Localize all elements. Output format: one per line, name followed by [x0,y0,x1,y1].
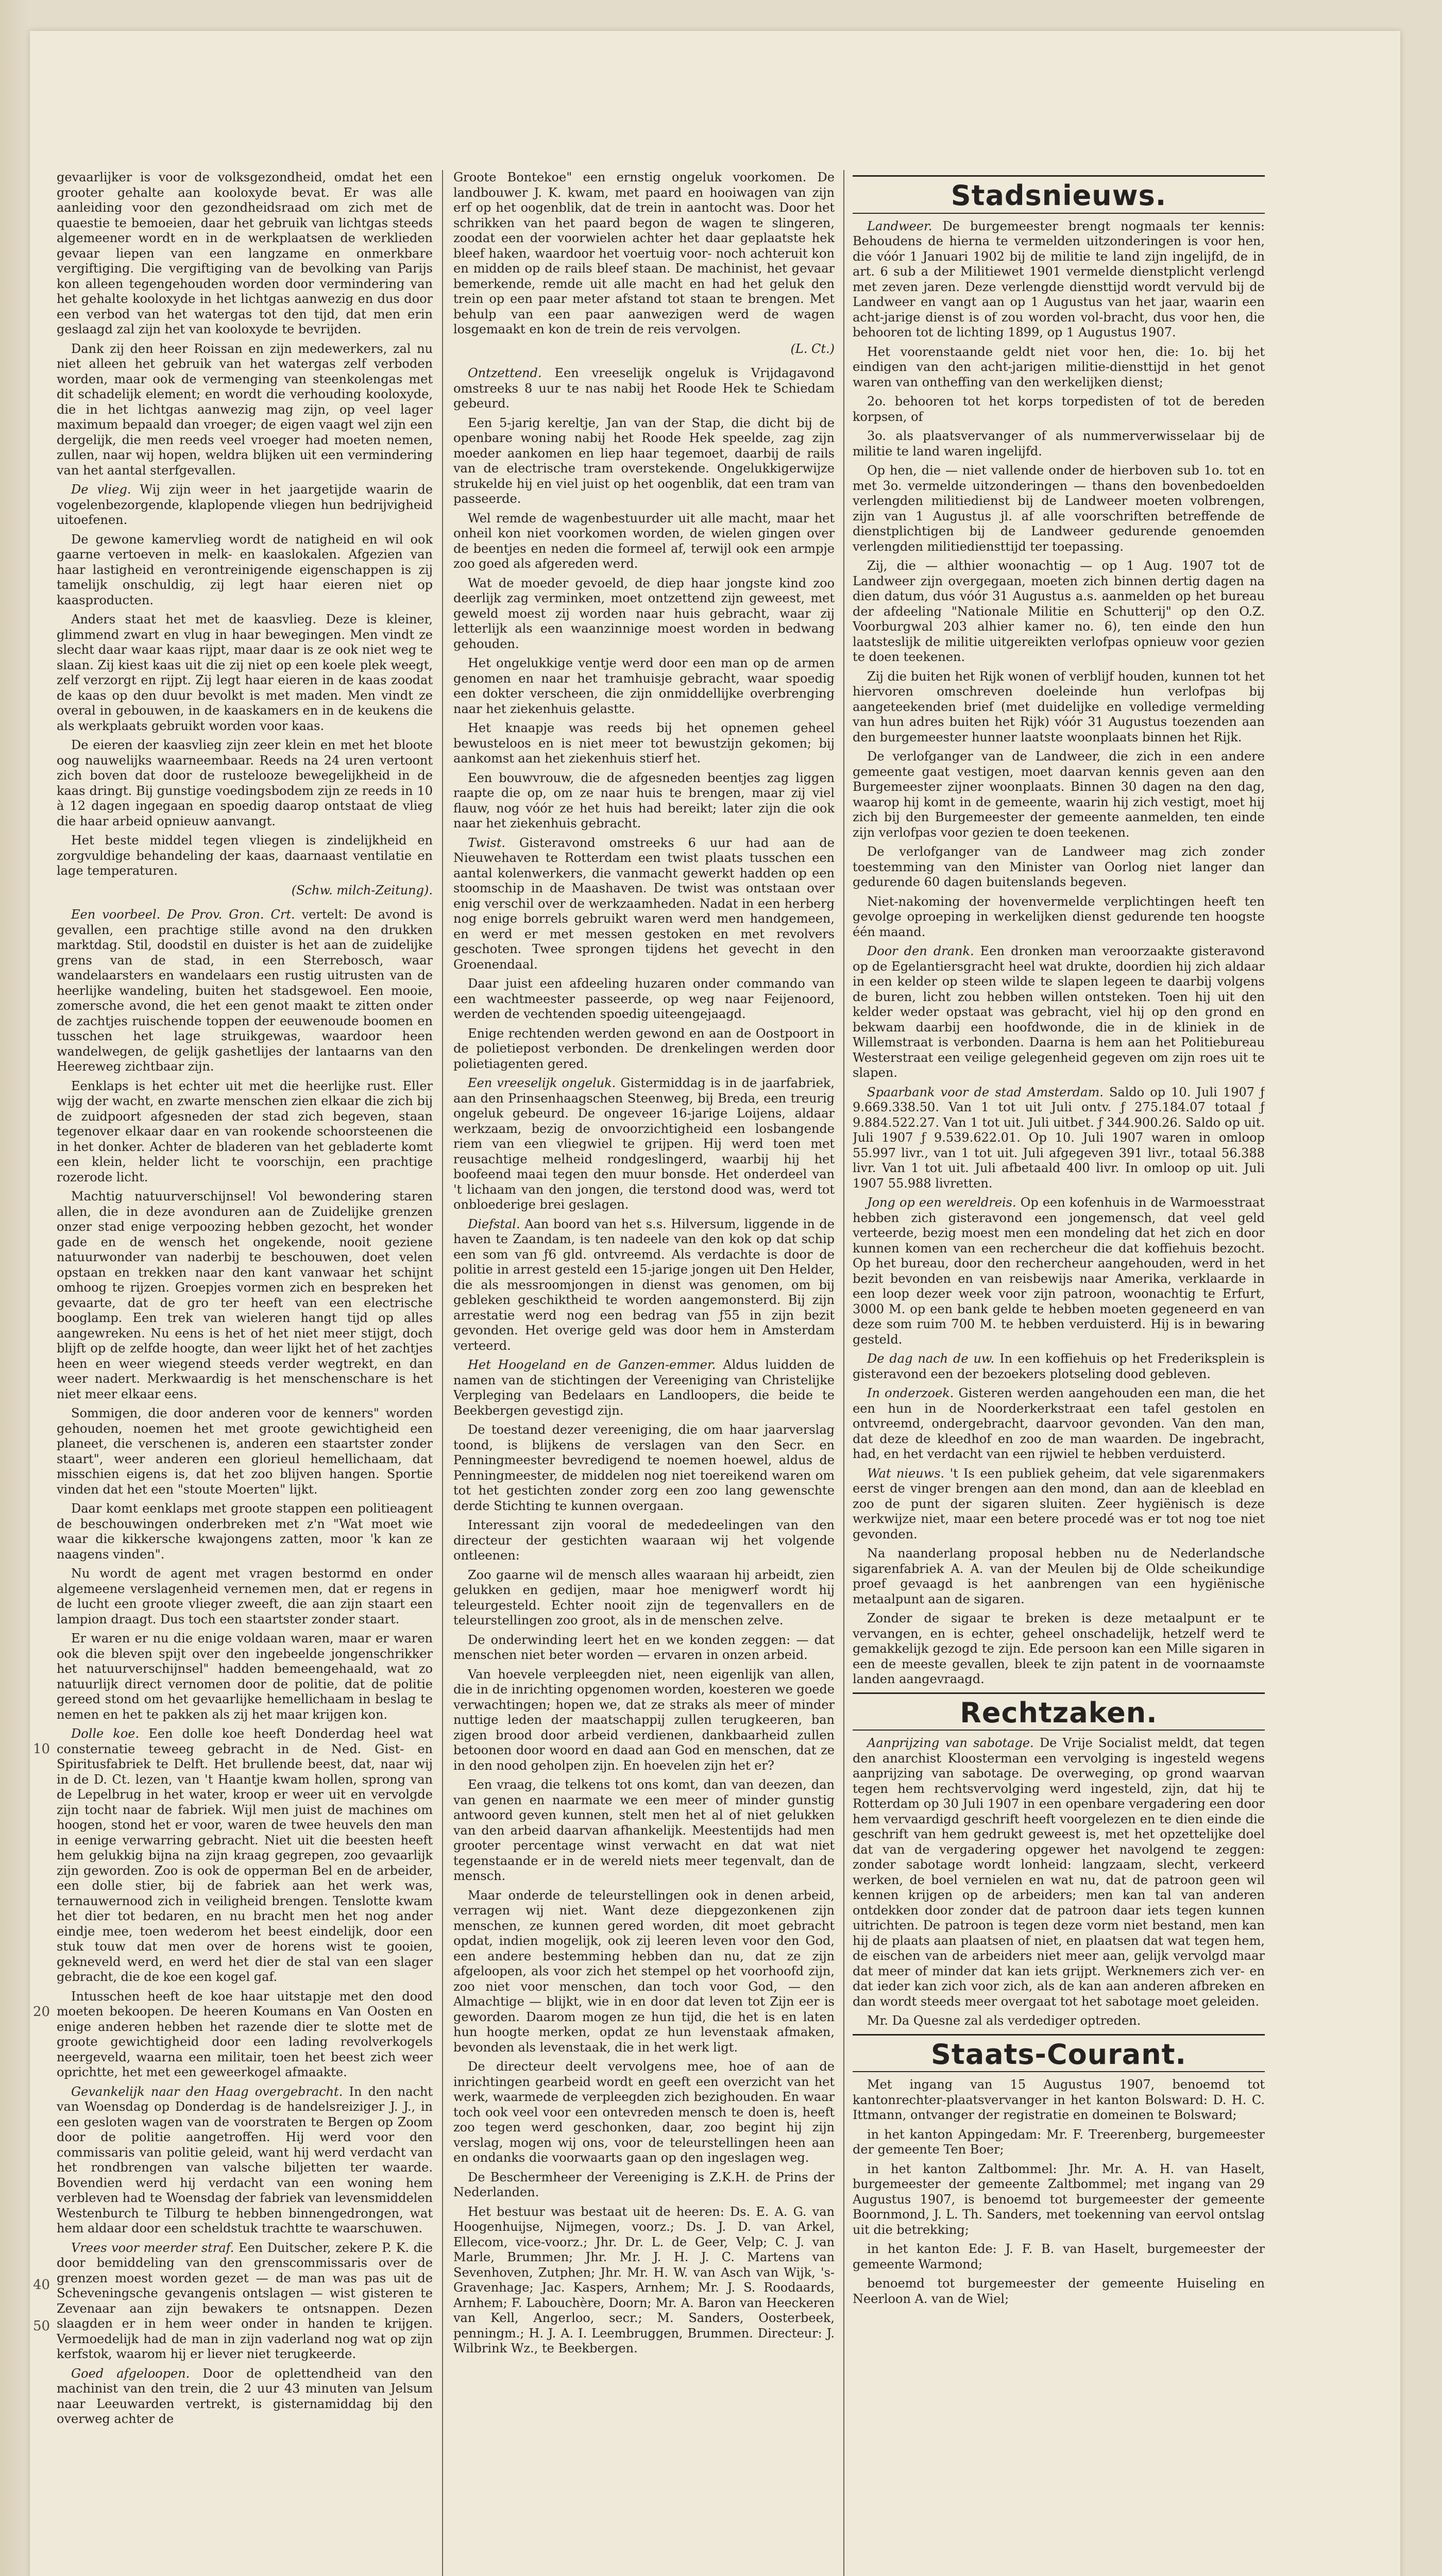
paragraph: Een dronken man veroorzaakte gisteravond op de Egelantiersgracht heel wat drukte, doordien hij zich aldaar in een kelder op steen wilde te slapen legeen te daarbij volgens de buren, licht zou hebben willen ontsteken. Toen hij uit den kelder weder opstaat was gebracht, viel hij op den grond en bekwam daarbij een hoofdwonde, die in de kliniek in de Willemstraat is verbonden. Daarna is hem aan het Politiebureau Westerstraat een veilige gelegenheid gegeven om zijn roes uit te slapen. [853,944,1265,1080]
article-title: Wat nieuws. [867,1466,945,1481]
article-title: Goed afgeloopen. [71,2366,190,2381]
page-edge [0,0,30,2576]
article-title: In onderzoek. [867,1386,954,1400]
paragraph: De burgemeester brengt nogmaals ter kennis: Behoudens de hierna te vermelden uitzonderingen is voor hen, die vóór 1 Januari 1902 bij de militie te land zijn ingelijfd, de in art. 6 sub a der Militiewet 1901 vermelde dienstplicht verlengd met zeven jaren. Deze verlengde diensttijd wordt vervuld bij de Landweer en vangt aan op 1 Augustus van het jaar, waarin een acht-jarige dienst is of zou worden vol-bracht, dus voor hen, die behooren tot de lichting 1899, op 1 Augustus 1907. [853,218,1265,340]
paragraph: Een Duitscher, zekere P. K. die door bemiddeling van den grenscommissaris over de grenzen moest worden gezet — de man was pas uit de Scheveningsche gevangenis ontslagen — wist gisteren te Zevenaar aan zijn bewakers te ontsnappen. Dezen slaagden er in hem weer onder in handen te krijgen. Vermoedelijk had de man in zijn vaderland nog wat op zijn kerfstok, waarom hij er liever niet terugkeerde. [57,2240,433,2361]
paragraph: Op hen, die — niet vallende onder de hierboven sub 1o. tot en met 3o. vermelde uitzonderingen — thans den bovenbedoelden verlengden militiedienst bij de Landweer moeten volbrengen, zijn van 1 Augustus jl. af alle voorschriften betreffende de dienstplichtigen bij de Landweer gedurende genoemden verlengden militiediensttijd ter toepassing. [853,463,1265,554]
heading-rule [853,2034,1265,2036]
paragraph: Door de oplettendheid van den machinist van den trein, die 2 uur 43 minuten van Jelsum naar Leeuwarden vertrekt, is gisternamiddag bij den overweg achter de [57,2366,433,2426]
margin-mark: 50 [33,2318,50,2334]
paragraph: Mr. Da Quesne zal als verdediger optreden. [867,2013,1141,2028]
paragraph: Dank zij den heer Roissan en zijn medewerkers, zal nu niet alleen het gebruik van het watergas zelf verboden worden, maar ook de vermenging van steenkolengas met dit schadelijk element; en wordt die verhouding kooloxyde, die in het lichtgas aanwezig mag zijn, op veel lager maximum bepaald dan vroeger; de eigen vaagt wel zijn een dergelijk, die men reeds veel vroeger had moeten nemen, zullen, naar wij hopen, weldra blijken uit een vermindering van het aantal sterfgevallen. [57,341,433,478]
paragraph: Een bouwvrouw, die de afgesneden beentjes zag liggen raapte die op, om ze naar huis te brengen, maar zij viel flauw, nog vóór ze het huis had bereikt; later zijn die ook naar het ziekenhuis gebracht. [453,770,835,831]
paragraph: Daar juist een afdeeling huzaren onder commando van een wachtmeester passeerde, op weg naar Feijenoord, werden de vechtenden spoedig uiteengejaagd. [453,976,835,1021]
column-3 [853,170,1265,2576]
column-2 [453,170,835,2576]
margin-mark: 40 [33,2277,50,2293]
paragraph: Zoo gaarne wil de mensch alles waaraan hij arbeidt, zien gelukken en gedijen, maar hoe menigwerf wordt hij teleurgesteld. Echter nooit zijn de tegenvallers en de teleurstellingen zoo groot, als in de menschen zelve. [453,1567,835,1628]
article-title: Landweer. [867,218,932,233]
paragraph: Het ongelukkige ventje werd door een man op de armen genomen en naar het tramhuisje gebracht, waar spoedig een dokter verscheen, die zijn onmiddellijke overbrenging naar het ziekenhuis gelastte. [453,656,835,716]
column-1 [57,170,433,2576]
paragraph: in het kanton Ede: J. F. B. van Haselt, burgemeester der gemeente Warmond; [853,2242,1265,2272]
column-rule [442,170,443,2576]
paragraph: vertelt: De avond is gevallen, een prachtige stille avond na den drukken marktdag. Stil, doodstil en duister is het aan de zuidelijke grens van de stad, in een Sterrebosch, waar wandelaarsters en wandelaars een rustig uitrusten van de heerlijke wandeling, buiten het stadsgewoel. Een mooie, zomersche avond, die het een genot maakt te zitten onder de zachtjes ruischende toppen der eeuwenoude boomen en tusschen het lage struikgewas, waardoor heen wandelwegen, de gelijk gashetlijes der lantaarns van den Heereweg zichtbaar zijn. [57,907,433,1074]
paragraph: De Vrije Socialist meldt, dat tegen den anarchist Kloosterman een vervolging is ingesteld wegens aanprijzing van sabotage. De overweging, op grond waarvan tegen hem rechtsvervolging werd ingesteld, zijn, dat hij te Rotterdam op 30 Juli 1907 in een openbare vergadering een door hem vervaardigd geschrift heeft voorgelezen en te dien einde die geschrift van hem gedrukt geweest is, met het opzettelijke doel dat van de vergadering opgewer het navolgend te zeggen: zonder sabotage wordt lonheid: langzaam, slecht, verkeerd werken, de boel vernielen en wat nu, dat de patroon geen wil kennen krijgen op de arbeiders; men kan tal van anderen ontdekken door zonder dat de patroon daar iets tegen kunnen uitrichten. De patroon is tegen deze vorm niet bestand, men kan hij de plaats aan plaatsen of niet, en plaatsen dat wat tegen hem, de eischen van de arbeiders niet meer aan, gelijk vervolgd maar dat meer of minder dat kan iets grijpt. Werknemers zich ver- en dat ieder kan zich voor zich, als de kan aan anderen afbreken en dan wordt steeds meer overgaat tot het sabotage moet geleiden. [853,1736,1265,2009]
paragraph: Machtig natuurverschijnsel! Vol bewondering staren allen, die in deze avonduren aan de Zuidelijke grenzen onzer stad enige verpoozing hebben gezocht, het wonder gade en de wensch het ongekende, nooit geziene natuurwonder van naderbij te beschouwen, doet velen opstaan en trekken naar den kant vanwaar het schijnt omhoog te rijzen. Groepjes vormen zich en bespreken het gevaarte, dat de gro ter heeft van een electrische booglamp. Een trek van wieleren hangt tijd op alles aangewreken. Nu eens is het of het niet meer stijgt, doch blijft op de zelfde hoogte, dan weer lijkt het of het zachtjes heen en weer wiegend steeds verder wegtrekt, en dan weer nadert. Merkwaardig is het menschenschare is het niet meer elkaar eens. [57,1189,433,1401]
paragraph: Een 5-jarig kereltje, Jan van der Stap, die dicht bij de openbare woning nabij het Roode Hek speelde, zag zijn moeder aankomen en liep haar tegemoet, daarbij de rails van de electrische tram overstekende. Ongelukkigerwijze strukelde hij en viel juist op het oogenblik, dat een tram van passeerde. [453,415,835,506]
article-title: Jong op een wereldreis. [867,1195,1016,1210]
paragraph: 2o. behooren tot het korps torpedisten of tot de bereden korpsen, of [853,394,1265,424]
paragraph: In een koffiehuis op het Frederiksplein is gisteravond een der bezoekers plotseling dood gebleven. [853,1351,1265,1381]
paragraph: 3o. als plaatsvervanger of als nummerverwisselaar bij de militie te land waren ingelijfd. [853,429,1265,459]
paragraph: benoemd tot burgemeester der gemeente Huiseling en Neerloon A. van de Wiel; [853,2276,1265,2306]
paragraph: Interessant zijn vooral de mededeelingen van den directeur der gestichten waaraan wij het volgende ontleenen: [453,1518,835,1563]
paragraph: Maar onderde de teleurstellingen ook in denen arbeid, verragen wij niet. Want deze diepgezonkenen zijn menschen, ze kunnen gered worden, dit moet gebracht opdat, indien mogelijk, ook zij leeren leven voor den God, een andere bestemming hebben dan nu, dat ze zijn afgeloopen, als voor zich het stempel op het voorhoofd zijn, zoo niet voor menschen, dan toch voor God, — den Almachtige — blijkt, wie in en door dat leven tot Zijn eer is geworden. Daarom mogen ze hun tijd, die het is en laten hun hoogte merken, opdat ze hun levenstaak afmaken, bevonden als levenstaak, die in het werk ligt. [453,1888,835,2055]
paragraph: Zij die buiten het Rijk wonen of verblijf houden, kunnen tot het hiervoren omschreven doeleinde hun verlofpas bij aangeteekenden brief (met duidelijke en volledige vermelding van hun adres buiten het Rijk) vóór 31 Augustus toezenden aan den burgemeester hunner laatste woonplaats binnen het Rijk. [853,669,1265,744]
paragraph: Van hoevele verpleegden niet, neen eigenlijk van allen, die in de inrichting opgenomen worden, koesteren we goede verwachtingen; hopen we, dat ze straks als meer of minder nuttige leden der maatschappij zullen terugkeeren, ban zigen brood door arbeid verdienen, dankbaarheid zullen betoonen door woord en daad aan God en menschen, dat ze in den nood geholpen zijn. En hoevelen zijn het er? [453,1667,835,1773]
heading-rule [853,2071,1265,2072]
heading-rule [853,1730,1265,1731]
article-title: Twist. [468,835,505,850]
paragraph: Eenklaps is het echter uit met die heerlijke rust. Eller wijg der wacht, en zwarte menschen zien elkaar die zich bij de zuidpoort afgesneden der stad zich begeven, staan tegenover elkaar daar en van rookende schoorsteenen die in het donker. Achter de bladeren van het gebladerte komt een klein, helder licht te voorschijn, een prachtige rozerode licht. [57,1078,433,1184]
article-title: Een voorbeel. De Prov. Gron. Crt. [71,907,295,922]
paragraph: Het bestuur was bestaat uit de heeren: Ds. E. A. G. van Hoogenhuijse, Nijmegen, voorz.; Ds. J. D. van Arkel, Ellecom, vice-voorz.; Jhr. Dr. L. de Geer, Velp; C. J. van Marle, Brummen; Jhr. Mr. J. H. J. C. Martens van Sevenhoven, Zutphen; Jhr. Mr. H. W. van Asch van Wijk, 's-Gravenhage; Jac. Kaspers, Arnhem; Mr. J. S. Roodaards, Arnhem; F. Labouchère, Doorn; Mr. A. Baron van Heeckeren van Kell, Angerloo, secr.; M. Sanders, Oosterbeek, penningm.; H. J. A. I. Leembruggen, Brummen. Directeur: J. Wilbrink Wz., te Beekbergen. [453,2204,835,2355]
article-title: Door den drank. [867,944,974,958]
article-title: Een vreeselijk ongeluk. [468,1076,616,1090]
paragraph: Een dolle koe heeft Donderdag heel wat consternatie teweeg gebracht in de Ned. Gist- en Spiritusfabriek te Delft. Het brullende beest, dat, naar wij in de D. Ct. lezen, van 't Haantje kwam hollen, sprong van de Lepelbrug in het water, kroop er weer uit en vervolgde zijn tocht naar de fabriek. Wijl men juist de machines om hoogen, stond het er voor, waren de twee heuvels den man in eenige verwarring gebracht. Niet uit die beesten heeft hem gelukkig bijna na zijn kraag gegrepen, zoo gevaarlijk zijn geworden. Zoo is ook de opperman Bel en de arbeider, een dolle stier, bij de fabriek aan het werk was, ternauwernood zich in veiligheid brengen. Tenslotte kwam het dier tot bedaren, en nu bracht men het nog ander eindje mee, toen wederom het beest eindelijk, door een stuk touw dat men over de horens wist te gooien, gekneveld werd, en werd het dier de stal van een slager gebracht, die de koe een kogel gaf. [57,1726,433,1984]
source-credit: (L. Ct.) [790,341,835,356]
paragraph: De directeur deelt vervolgens mee, hoe of aan de inrichtingen gearbeid wordt en geeft een overzicht van het werk, waarmede de verpleegden zich bezighouden. En waar toch ook veel voor een ontevreden mensch te doen is, heeft zoo tegen werd geschonken, daar, zoo begint hij zijn verslag, mogen wij ons, voor de teleurstellingen heen aan en ondanks die voorwaarts gaan op den ingeslagen weg. [453,2059,835,2165]
paragraph: Er waren er nu die enige voldaan waren, maar er waren ook die bleven spijt over den ingebeelde jongenschrikker het natuurverschijnsel" hadden bemeengehaald, wat zo natuurlijk direct vernomen door de politie, dat de politie gereed stond om het gevaarlijke hemellichaam in beslag te nemen en het te pakken als zij het maar krijgen kon. [57,1631,433,1722]
paragraph: Op een kofenhuis in de Warmoesstraat hebben zich gisteravond een jongemensch, dat veel geld verteerde, bezig moest men een mondeling dat het zich en door kunnen komen van een rechercheur die dat koffiehuis bezocht. Op het bureau, door den rechercheur aangehouden, werd in het bezit bevonden en van reisbewijs naar Amerika, verklaarde in een loop dezer week voor zijn patroon, woonachtig te Erfurt, 3000 M. op een bank gelde te hebben moeten gegeneerd en van deze som ruim 700 M. te hebben verduisterd. Hij is in bewaring gesteld. [853,1195,1265,1347]
paragraph: Groote Bontekoe" een ernstig ongeluk voorkomen. De landbouwer J. K. kwam, met paard en hooiwagen van zijn erf op het oogenblik, dat de trein in aantocht was. Door het schrikken van het paard begon de wagen te slingeren, zoodat een der voorwielen achter het daar geplaatste hek bleef haken, waardoor het voertuig voor- noch achteruit kon en midden op de rails bleef staan. De machinist, het gevaar bemerkende, remde uit alle macht en had het geluk den trein op een paar meter afstand tot staan te brengen. Met behulp van een paar aanwezigen werd de wagen losgemaakt en kon de trein de reis vervolgen. [453,170,835,336]
article-title: Het Hoogeland en de Ganzen-emmer. [468,1358,716,1372]
article-title: Gevankelijk naar den Haag overgebracht. [71,2084,343,2099]
paragraph: Zij, die — althier woonachtig — op 1 Aug. 1907 tot de Landweer zijn overgegaan, moeten zich binnen dertig dagen na dien datum, dus vóór 31 Augustus a.s. aanmelden op het bureau der afdeeling "Nationale Militie en Schutterij" op den O.Z. Voorburgwal 203 alhier kamer no. 6), ten einde den hun laatsteslijk de militie uitgereikten verlofpas opnieuw voor gezien te doen teekenen. [853,558,1265,664]
paragraph: Nu wordt de agent met vragen bestormd en onder algemeene verslagenheid vernemen men, dat er regens in de lucht een groote vlieger zweeft, die aan zijn staart een lampion draagt. Dus toch een staartster zonder staart. [57,1566,433,1626]
paragraph: Aldus luidden de namen van de stichtingen der Vereeniging van Christelijke Verpleging van Bedelaars en Landloopers, die beide te Beekbergen gevestigd zijn. [453,1358,835,1418]
article-title: Ontzettend. [468,366,542,380]
article-title: De vlieg. [71,482,131,497]
article-title: Vrees voor meerder straf. [71,2240,234,2255]
article-title: Spaarbank voor de stad Amsterdam. [867,1084,1104,1099]
margin-mark: 10 [33,1741,50,1757]
column-rule [843,170,844,2576]
section-heading: Staats-Courant. [931,2038,1186,2071]
paragraph: De eieren der kaasvlieg zijn zeer klein en met het bloote oog nauwelijks waarneembaar. Reeds na 24 uren vertoont zich boven dat door de rustelooze bewegelijkheid in de kaas dringt. Bij gunstige voedingsbodem zijn ze reeds in 10 à 12 dagen ingegaan en spoedig daarop ontstaat de vlieg die haar arbeid opnieuw aanvangt. [57,738,433,828]
article-title: Aanprijzing van sabotage. [867,1736,1034,1750]
heading-rule [853,213,1265,214]
paragraph: Na naanderlang proposal hebben nu de Nederlandsche sigarenfabriek A. A. van der Meulen bij de Olde scheikundige proef gevaagd is het aanbrengen van een hygiënische metaalpunt aan de sigaren. [853,1546,1265,1606]
paragraph: Saldo op 10. Juli 1907 ƒ 9.669.338.50. Van 1 tot uit Juli ontv. ƒ 275.184.07 totaal ƒ 9.884.522.27. Van 1 tot uit. Juli uitbet. ƒ 344.900.26. Saldo op uit. Juli 1907 ƒ 9.539.622.01. Op 10. Juli 1907 waren in omloop 55.997 livr., van 1 tot uit. Juli afgegeven 391 livr., totaal 56.388 livr. Van 1 tot uit. Juli afbetaald 400 livr. In omloop op uit. Juli 1907 55.988 livretten. [853,1084,1265,1191]
paragraph: in het kanton Appingedam: Mr. F. Treerenberg, burgemeester der gemeente Ten Boer; [853,2127,1265,2157]
article-title: Diefstal. [468,1216,520,1231]
paragraph: Met ingang van 15 Augustus 1907, benoemd tot kantonrechter-plaatsvervanger in het kanton Bolsward: D. H. C. Ittmann, ontvanger der registratie en domeinen te Bolsward; [853,2077,1265,2122]
section-heading: Rechtzaken. [960,1696,1158,1729]
paragraph: De Beschermheer der Vereeniging is Z.K.H. de Prins der Nederlanden. [453,2170,835,2199]
paragraph: Anders staat het met de kaasvlieg. Deze is kleiner, glimmend zwart en vlug in haar bewegingen. Men vindt ze slecht daar waar kaas rijpt, maar daar is ze ook niet weg te slaan. Zij kiest kaas uit die zij niet op een koele plek weegt, zelf verzorgt en rijpt. Zij legt haar eieren in de kaas zoodat de kaas op den duur bevolkt is met maden. Men vindt ze overal in gebouwen, in de kaaskamers en in de keukens die als werkplaats gebruikt worden voor kaas. [57,612,433,733]
paragraph: Gisteravond omstreeks 6 uur had aan de Nieuwehaven te Rotterdam een twist plaats tusschen een aantal kolenwerkers, die vanmacht gewerkt hadden op een stoomschip in de Maashaven. De twist was ontstaan over enig verschil over de werkzaamheden. Nadat in een herberg nog enige borrels gebruikt waren werd men handgemeen, en werd er met messen gestoken en met revolvers geschoten. Twee sprongen tijdens het gevecht in den Groenendaal. [453,835,835,972]
paragraph: Gisteren werden aangehouden een man, die het een hun in de Noorderkerkstraat een tafel gestolen en ontvreemd, ondergebracht, daarvoor gevonden. Van den man, dat deze de kleedhof en zoo de man waarden. De ingebracht, had, en het verdacht van een rijwiel te hebben verduisterd. [853,1386,1265,1461]
paragraph: Aan boord van het s.s. Hilversum, liggende in de haven te Zaandam, is ten nadeele van den kok op dat schip een som van ƒ6 gld. ontvreemd. Als verdachte is door de politie in arrest gesteld een 15-jarige jongen uit Den Helder, die als messroomjongen in dienst was genomen, om bij gebleken geschiktheid te worden aangemonsterd. Bij zijn arrestatie werd nog een bedrag van ƒ55 in zijn bezit gevonden. Het overige geld was door hem in Amsterdam verteerd. [453,1216,835,1353]
heading-rule [853,1692,1265,1694]
paragraph: De gewone kamervlieg wordt de natigheid en wil ook gaarne vertoeven in melk- en kaaslokalen. Afgezien van haar lastigheid en verontreinigende eigenschappen is zij tamelijk onschuldig, zij legt haar eieren niet op kaasproducten. [57,532,433,607]
paragraph: Wel remde de wagenbestuurder uit alle macht, maar het onheil kon niet voorkomen worden, de wielen gingen over de beentjes en neden die formeel af, terwijl ook een armpje zoo goed als afgereden werd. [453,511,835,571]
paragraph: Gistermiddag is in de jaarfabriek, aan den Prinsenhaagschen Steenweg, bij Breda, een treurig ongeluk gebeurd. De ongeveer 16-jarige Loijens, aldaar werkzaam, bezig de onvoorzichtigheid een losbangende riem van een vliegwiel te grijpen. Hij werd toen met reusachtige melheid rondgeslingerd, waarbij hij het boofeend maai tegen den muur bonsde. Het onderdeel van 't lichaam van den jongen, die terstond dood was, werd tot onbloederige brei geslagen. [453,1076,835,1212]
source-credit: (Schw. milch-Zeitung). [291,883,433,897]
paragraph: Het knaapje was reeds bij het opnemen geheel bewusteloos en is niet meer tot bewustzijn gekomen; bij aankomst aan het ziekenhuis stierf het. [453,721,835,766]
paragraph: Intusschen heeft de koe haar uitstapje met den dood moeten bekoopen. De heeren Koumans en Van Oosten en enige anderen hebben het razende dier te slotte met de groote gewichtigheid door een lading revolverkogels neergeveld, waarna een militair, toen het beest zich weer oprichtte, het met een geweerkogel afmaakte. [57,1989,433,2079]
section-heading: Stadsnieuws. [951,179,1167,212]
paragraph: Daar komt eenklaps met groote stappen een politieagent de beschouwingen onderbreken met z'n "Wat moet wie waar die kikkersche kwajongens zatten, moor 'k kan ze naagens vinden". [57,1501,433,1562]
paragraph: in het kanton Zaltbommel: Jhr. Mr. A. H. van Haselt, burgemeester der gemeente Zaltbommel; met ingang van 29 Augustus 1907, is benoemd tot burgemeester der gemeente Boornmond, J. L. Th. Sanders, met toekenning van eervol ontslag uit die betrekking; [853,2161,1265,2237]
paragraph: In den nacht van Woensdag op Donderdag is de handelsreiziger J. J., in een gesloten wagen van de voorstraten te Bergen op Zoom door de politie aangetroffen. Hij werd voor den commissaris van politie geleid, want hij werd verdacht van het rondbrengen van valsche biljetten ter waarde. Bovendien werd hij verdacht van een woning hem verbleven had te Woensdag der fabriek van levensmiddelen Westenburch te Tilburg te hebben binnengedrongen, wat hem aldaar door een scheldstuk trachtte te waarschuwen. [57,2084,433,2235]
paragraph: Wij zijn weer in het jaargetijde waarin de vogelenbezorgende, klaplopende vliegen hun bedrijvigheid uitoefenen. [57,482,433,527]
paragraph: Een vraag, die telkens tot ons komt, dan van deezen, dan van genen en naarmate we een meer of minder gunstig antwoord geven kunnen, stelt men het al of niet gelukken van den arbeid daarvan afhankelijk. Meestentijds had men grooter percentage winst verwacht en dat wat niet tegenstaande er in de wereld niets meer tegenvalt, dan de mensch. [453,1777,835,1883]
paragraph: Sommigen, die door anderen voor de kenners" worden gehouden, noemen het met groote gewichtigheid een planeet, die verschenen is, anderen een staartster zonder staart", weer anderen een glorieul hemellichaam, dat misschien eigens is, dat het zoo blijven hangen. Sportie vinden dat het een "stoute Moerten" lijkt. [57,1406,433,1497]
paragraph: Niet-nakoming der hovenvermelde verplichtingen heeft ten gevolge oproeping in werkelijken dienst gedurende ten hoogste één maand. [853,894,1265,939]
paragraph: Zonder de sigaar te breken is deze metaalpunt er te vervangen, en is echter, geheel onschadelijk, hetzelf werd te gemakkelijk gezogd te zijn. Ede persoon kan een Mille sigaren in een de meeste gevallen, bleek te zijn patent in de voornaamste landen aangevraagd. [853,1611,1265,1686]
paragraph: Een vreeselijk ongeluk is Vrijdagavond omstreeks 8 uur te nas nabij het Roode Hek te Schiedam gebeurd. [453,366,835,411]
paragraph: Het voorenstaande geldt niet voor hen, die: 1o. bij het eindigen van den acht-jarigen militie-diensttijd in het genot waren van ontheffing van den werkelijken dienst; [853,344,1265,389]
paragraph: 't Is een publiek geheim, dat vele sigarenmakers eerst de vinger brengen aan den mond, dan aan de kleeblad en zoo de punt der sigaren sluiten. Zeer hygiënisch is deze werkwijze niet, maar een betere procedé was er tot nog toe niet gevonden. [853,1466,1265,1541]
paragraph: Wat de moeder gevoeld, de diep haar jongste kind zoo deerlijk zag verminken, moet ontzettend zijn geweest, met geweld moest zij worden naar huis gebracht, waar zij letterlijk als een waanzinnige moest worden in bedwang gehouden. [453,575,835,651]
paragraph: De toestand dezer vereeniging, die om haar jaarverslag toond, is blijkens de verslagen van den Secr. en Penningmeester bevredigend te noemen hoewel, aldus de Penningmeester, de middelen nog niet toereikend waren om tot het gestichten zonder zorg een zoo lang gewenschte derde Stichting te kunnen overgaan. [453,1422,835,1513]
paragraph: Het beste middel tegen vliegen is zindelijkheid en zorgvuldige behandeling der kaas, daarnaast ventilatie en lage temperaturen. [57,833,433,878]
heading-rule [853,175,1265,177]
paragraph: De verlofganger van de Landweer, die zich in een andere gemeente gaat vestigen, moet daarvan kennis geven aan den Burgemeester zijner woonplaats. Binnen 30 dagen na den dag, waarop hij komt in de gemeente, waarin hij zich vestigt, moet hij zich bij den Burgemeester der gemeente aanmelden, ten einde zijn verlofpas voor gezien te doen teekenen. [853,749,1265,840]
margin-mark: 20 [33,2004,50,2020]
article-title: De dag nach de uw. [867,1351,995,1366]
paragraph: De onderwinding leert het en we konden zeggen: — dat menschen niet beter worden — ervaren in onzen arbeid. [453,1632,835,1662]
article-title: Dolle koe. [71,1726,140,1741]
paragraph: gevaarlijker is voor de volksgezondheid, omdat het een grooter gehalte aan kooloxyde bevat. Er was alle aanleiding voor den gezondheidsraad om zich met de quaestie te bemoeien, daar het gebruik van lichtgas steeds algemeener wordt en in de werkplaatsen de werklieden gevaar liepen van een langzame en onmerkbare vergiftiging. Die vergiftiging van de bevolking van Parijs kon alleen tegengehouden worden door vermindering van het gehalte kooloxyde in het lichtgas aanwezig en dus door een verbod van het watergas tot den tijd, dat men erin geslaagd zal zijn het van kooloxyde te bevrijden. [57,170,433,336]
paragraph: De verlofganger van de Landweer mag zich zonder toestemming van den Minister van Oorlog niet langer dan gedurende 60 dagen buitenslands begeven. [853,844,1265,889]
paragraph: Enige rechtenden werden gewond en aan de Oostpoort in de polietiepost verbonden. De drenkelingen werden door polietiagenten gered. [453,1026,835,1071]
